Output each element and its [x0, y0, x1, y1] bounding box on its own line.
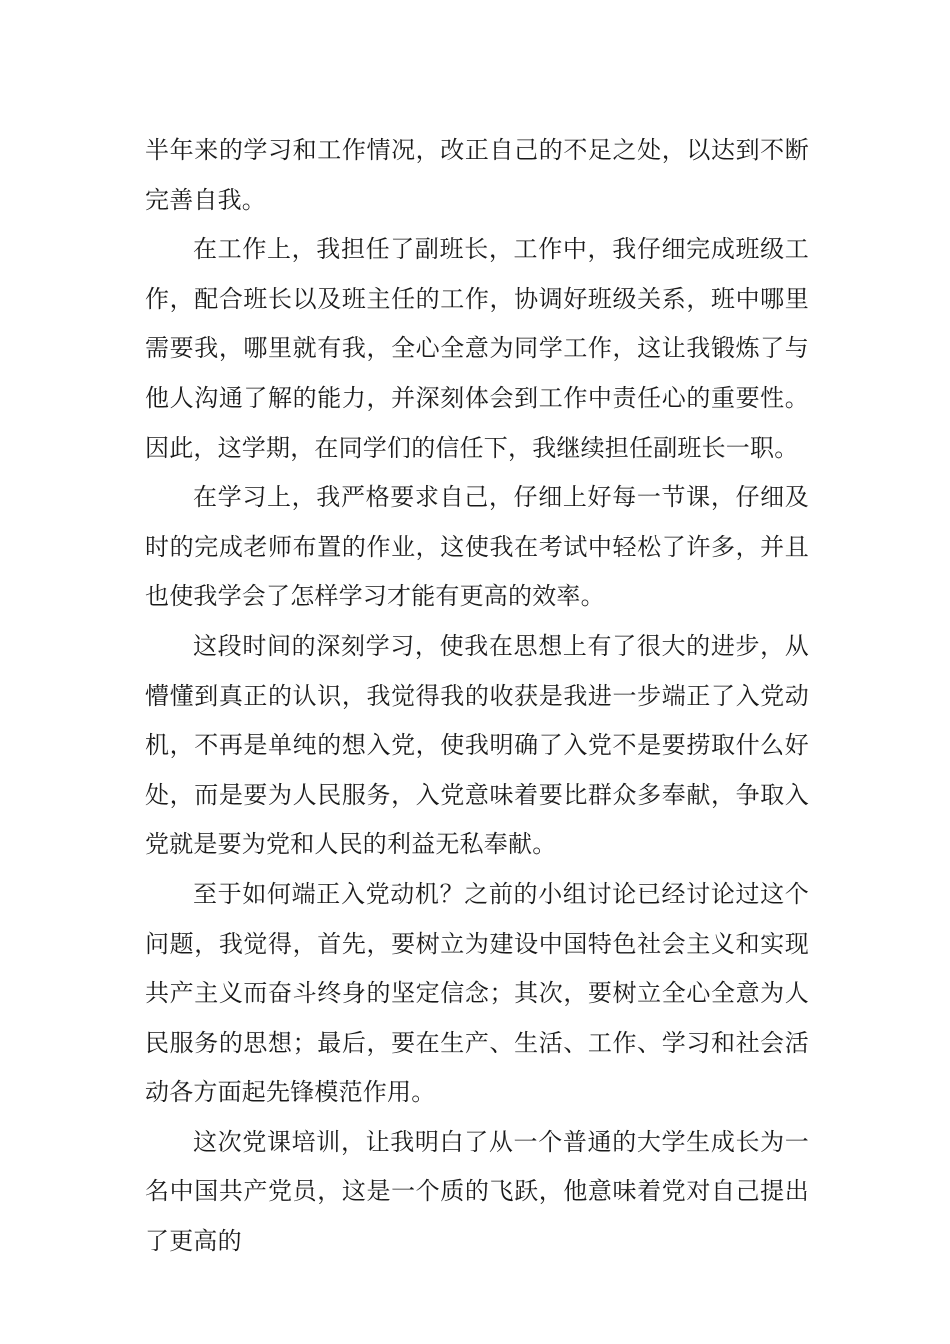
paragraph-3: 在学习上，我严格要求自己，仔细上好每一节课，仔细及时的完成老师布置的作业，这使我在考试中轻松了许多，并且也使我学会了怎样学习才能有更高的效率。 [145, 483, 809, 611]
paragraph-1: 半年来的学习和工作情况，改正自己的不足之处，以达到不断完善自我。 [145, 136, 809, 214]
document-body [145, 126, 809, 1267]
paragraph-5: 至于如何端正入党动机？之前的小组讨论已经讨论过这个问题，我觉得，首先，要树立为建设中国特色社会主义和实现共产主义而奋斗终身的坚定信念；其次，要树立全心全意为人民服务的思想；最后，要在生产、生活、工作、学习和社会活动各方面起先锋模范作用。 [145, 879, 809, 1107]
paragraph-2: 在工作上，我担任了副班长，工作中，我仔细完成班级工作，配合班长以及班主任的工作，协调好班级关系，班中哪里需要我，哪里就有我，全心全意为同学工作，这让我锻炼了与他人沟通了解的能力，并深刻体会到工作中责任心的重要性。因此，这学期，在同学们的信任下，我继续担任副班长一职。 [145, 235, 809, 462]
paragraph-4: 这段时间的深刻学习，使我在思想上有了很大的进步，从懵懂到真正的认识，我觉得我的收获是我进一步端正了入党动机，不再是单纯的想入党，使我明确了入党不是要捞取什么好处，而是要为人民服务，入党意味着要比群众多奉献，争取入党就是要为党和人民的利益无私奉献。 [145, 631, 809, 859]
paragraph-6: 这次党课培训，让我明白了从一个普通的大学生成长为一名中国共产党员，这是一个质的飞跃，他意味着党对自己提出了更高的 [145, 1127, 809, 1256]
